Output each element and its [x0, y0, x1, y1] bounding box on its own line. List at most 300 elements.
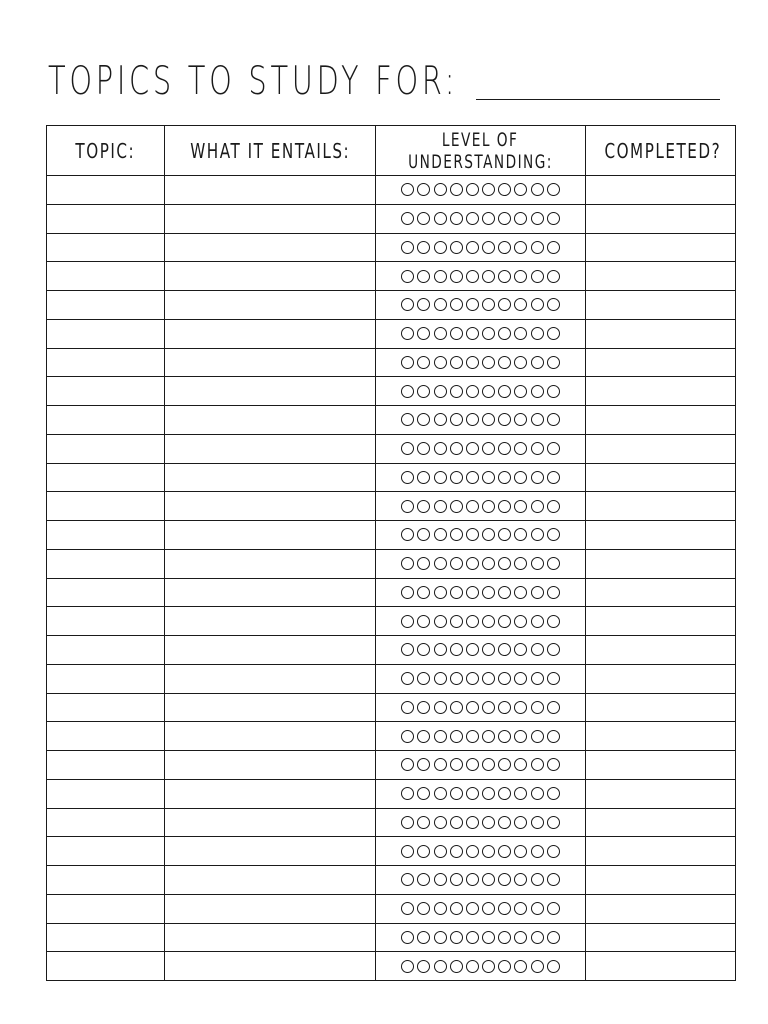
- rating-circle-icon[interactable]: [401, 672, 414, 685]
- rating-circle-icon[interactable]: [531, 643, 544, 656]
- rating-circle-icon[interactable]: [450, 413, 463, 426]
- rating-circle-icon[interactable]: [417, 787, 430, 800]
- rating-circle-icon[interactable]: [434, 816, 447, 829]
- topic-cell[interactable]: [47, 779, 165, 808]
- rating-circle-icon[interactable]: [498, 730, 511, 743]
- rating-circle-icon[interactable]: [466, 845, 479, 858]
- rating-circle-icon[interactable]: [417, 557, 430, 570]
- rating-circle-icon[interactable]: [466, 902, 479, 915]
- rating-circle-icon[interactable]: [434, 413, 447, 426]
- rating-circle-icon[interactable]: [514, 931, 527, 944]
- rating-circle-icon[interactable]: [466, 758, 479, 771]
- rating-circle-icon[interactable]: [498, 183, 511, 196]
- rating-circle-icon[interactable]: [417, 701, 430, 714]
- rating-circle-icon[interactable]: [466, 471, 479, 484]
- topic-cell[interactable]: [47, 722, 165, 751]
- rating-circle-icon[interactable]: [450, 327, 463, 340]
- rating-circle-icon[interactable]: [417, 816, 430, 829]
- topic-cell[interactable]: [47, 521, 165, 550]
- topic-cell[interactable]: [47, 751, 165, 780]
- rating-circle-icon[interactable]: [482, 413, 495, 426]
- rating-circle-icon[interactable]: [498, 816, 511, 829]
- rating-circle-icon[interactable]: [466, 730, 479, 743]
- rating-circle-icon[interactable]: [417, 270, 430, 283]
- rating-circle-icon[interactable]: [531, 557, 544, 570]
- title-blank-line[interactable]: [476, 99, 720, 100]
- rating-circle-icon[interactable]: [401, 960, 414, 973]
- rating-circle-icon[interactable]: [498, 701, 511, 714]
- rating-circle-icon[interactable]: [434, 327, 447, 340]
- completed-cell[interactable]: [586, 204, 736, 233]
- rating-circle-icon[interactable]: [450, 557, 463, 570]
- rating-circle-icon[interactable]: [401, 902, 414, 915]
- rating-circle-icon[interactable]: [466, 270, 479, 283]
- what-it-entails-cell[interactable]: [165, 722, 376, 751]
- topic-cell[interactable]: [47, 866, 165, 895]
- topic-cell[interactable]: [47, 492, 165, 521]
- rating-circle-icon[interactable]: [401, 931, 414, 944]
- rating-circle-icon[interactable]: [434, 758, 447, 771]
- rating-circle-icon[interactable]: [401, 183, 414, 196]
- rating-circle-icon[interactable]: [434, 270, 447, 283]
- rating-circle-icon[interactable]: [401, 643, 414, 656]
- rating-circle-icon[interactable]: [531, 873, 544, 886]
- rating-circle-icon[interactable]: [547, 528, 560, 541]
- what-it-entails-cell[interactable]: [165, 578, 376, 607]
- rating-circle-icon[interactable]: [401, 442, 414, 455]
- what-it-entails-cell[interactable]: [165, 664, 376, 693]
- rating-circle-icon[interactable]: [498, 413, 511, 426]
- topic-cell[interactable]: [47, 894, 165, 923]
- rating-circle-icon[interactable]: [434, 471, 447, 484]
- topic-cell[interactable]: [47, 377, 165, 406]
- rating-circle-icon[interactable]: [466, 787, 479, 800]
- rating-circle-icon[interactable]: [450, 615, 463, 628]
- rating-circle-icon[interactable]: [450, 241, 463, 254]
- completed-cell[interactable]: [586, 808, 736, 837]
- rating-circle-icon[interactable]: [450, 385, 463, 398]
- rating-circle-icon[interactable]: [498, 212, 511, 225]
- rating-circle-icon[interactable]: [482, 758, 495, 771]
- rating-circle-icon[interactable]: [401, 212, 414, 225]
- rating-circle-icon[interactable]: [482, 356, 495, 369]
- topic-cell[interactable]: [47, 291, 165, 320]
- rating-circle-icon[interactable]: [417, 586, 430, 599]
- rating-circle-icon[interactable]: [434, 902, 447, 915]
- rating-circle-icon[interactable]: [547, 615, 560, 628]
- rating-circle-icon[interactable]: [450, 298, 463, 311]
- rating-circle-icon[interactable]: [417, 615, 430, 628]
- rating-circle-icon[interactable]: [482, 385, 495, 398]
- rating-circle-icon[interactable]: [514, 816, 527, 829]
- what-it-entails-cell[interactable]: [165, 607, 376, 636]
- completed-cell[interactable]: [586, 894, 736, 923]
- rating-circle-icon[interactable]: [466, 298, 479, 311]
- rating-circle-icon[interactable]: [547, 816, 560, 829]
- topic-cell[interactable]: [47, 693, 165, 722]
- completed-cell[interactable]: [586, 549, 736, 578]
- completed-cell[interactable]: [586, 233, 736, 262]
- completed-cell[interactable]: [586, 578, 736, 607]
- rating-circle-icon[interactable]: [547, 356, 560, 369]
- what-it-entails-cell[interactable]: [165, 866, 376, 895]
- rating-circle-icon[interactable]: [531, 902, 544, 915]
- topic-cell[interactable]: [47, 664, 165, 693]
- rating-circle-icon[interactable]: [514, 413, 527, 426]
- rating-circle-icon[interactable]: [434, 701, 447, 714]
- rating-circle-icon[interactable]: [417, 960, 430, 973]
- rating-circle-icon[interactable]: [482, 586, 495, 599]
- rating-circle-icon[interactable]: [482, 183, 495, 196]
- completed-cell[interactable]: [586, 406, 736, 435]
- rating-circle-icon[interactable]: [482, 845, 495, 858]
- what-it-entails-cell[interactable]: [165, 262, 376, 291]
- rating-circle-icon[interactable]: [401, 241, 414, 254]
- completed-cell[interactable]: [586, 607, 736, 636]
- rating-circle-icon[interactable]: [547, 787, 560, 800]
- rating-circle-icon[interactable]: [514, 960, 527, 973]
- rating-circle-icon[interactable]: [434, 672, 447, 685]
- rating-circle-icon[interactable]: [450, 845, 463, 858]
- rating-circle-icon[interactable]: [531, 701, 544, 714]
- rating-circle-icon[interactable]: [531, 327, 544, 340]
- completed-cell[interactable]: [586, 636, 736, 665]
- rating-circle-icon[interactable]: [482, 730, 495, 743]
- rating-circle-icon[interactable]: [482, 241, 495, 254]
- rating-circle-icon[interactable]: [434, 931, 447, 944]
- rating-circle-icon[interactable]: [434, 356, 447, 369]
- what-it-entails-cell[interactable]: [165, 751, 376, 780]
- rating-circle-icon[interactable]: [547, 557, 560, 570]
- rating-circle-icon[interactable]: [401, 758, 414, 771]
- what-it-entails-cell[interactable]: [165, 779, 376, 808]
- rating-circle-icon[interactable]: [417, 500, 430, 513]
- completed-cell[interactable]: [586, 751, 736, 780]
- rating-circle-icon[interactable]: [531, 471, 544, 484]
- topic-cell[interactable]: [47, 549, 165, 578]
- rating-circle-icon[interactable]: [514, 758, 527, 771]
- rating-circle-icon[interactable]: [514, 586, 527, 599]
- rating-circle-icon[interactable]: [482, 643, 495, 656]
- rating-circle-icon[interactable]: [417, 471, 430, 484]
- completed-cell[interactable]: [586, 693, 736, 722]
- rating-circle-icon[interactable]: [547, 701, 560, 714]
- rating-circle-icon[interactable]: [498, 270, 511, 283]
- rating-circle-icon[interactable]: [417, 413, 430, 426]
- rating-circle-icon[interactable]: [401, 327, 414, 340]
- rating-circle-icon[interactable]: [466, 500, 479, 513]
- rating-circle-icon[interactable]: [450, 873, 463, 886]
- rating-circle-icon[interactable]: [450, 730, 463, 743]
- rating-circle-icon[interactable]: [482, 528, 495, 541]
- rating-circle-icon[interactable]: [466, 212, 479, 225]
- rating-circle-icon[interactable]: [498, 241, 511, 254]
- rating-circle-icon[interactable]: [466, 356, 479, 369]
- topic-cell[interactable]: [47, 319, 165, 348]
- topic-cell[interactable]: [47, 463, 165, 492]
- rating-circle-icon[interactable]: [498, 586, 511, 599]
- rating-circle-icon[interactable]: [482, 816, 495, 829]
- completed-cell[interactable]: [586, 664, 736, 693]
- rating-circle-icon[interactable]: [417, 643, 430, 656]
- rating-circle-icon[interactable]: [482, 615, 495, 628]
- rating-circle-icon[interactable]: [401, 270, 414, 283]
- rating-circle-icon[interactable]: [514, 902, 527, 915]
- rating-circle-icon[interactable]: [531, 183, 544, 196]
- rating-circle-icon[interactable]: [514, 212, 527, 225]
- rating-circle-icon[interactable]: [514, 385, 527, 398]
- rating-circle-icon[interactable]: [498, 960, 511, 973]
- what-it-entails-cell[interactable]: [165, 406, 376, 435]
- rating-circle-icon[interactable]: [401, 873, 414, 886]
- rating-circle-icon[interactable]: [466, 413, 479, 426]
- rating-circle-icon[interactable]: [531, 270, 544, 283]
- what-it-entails-cell[interactable]: [165, 549, 376, 578]
- rating-circle-icon[interactable]: [531, 241, 544, 254]
- rating-circle-icon[interactable]: [450, 787, 463, 800]
- completed-cell[interactable]: [586, 521, 736, 550]
- rating-circle-icon[interactable]: [466, 615, 479, 628]
- rating-circle-icon[interactable]: [531, 586, 544, 599]
- rating-circle-icon[interactable]: [401, 298, 414, 311]
- completed-cell[interactable]: [586, 319, 736, 348]
- rating-circle-icon[interactable]: [498, 787, 511, 800]
- rating-circle-icon[interactable]: [482, 960, 495, 973]
- rating-circle-icon[interactable]: [547, 758, 560, 771]
- rating-circle-icon[interactable]: [466, 960, 479, 973]
- rating-circle-icon[interactable]: [482, 471, 495, 484]
- rating-circle-icon[interactable]: [498, 500, 511, 513]
- rating-circle-icon[interactable]: [401, 816, 414, 829]
- rating-circle-icon[interactable]: [547, 960, 560, 973]
- topic-cell[interactable]: [47, 923, 165, 952]
- rating-circle-icon[interactable]: [531, 672, 544, 685]
- topic-cell[interactable]: [47, 233, 165, 262]
- rating-circle-icon[interactable]: [514, 873, 527, 886]
- rating-circle-icon[interactable]: [547, 327, 560, 340]
- rating-circle-icon[interactable]: [498, 758, 511, 771]
- rating-circle-icon[interactable]: [482, 902, 495, 915]
- rating-circle-icon[interactable]: [514, 557, 527, 570]
- rating-circle-icon[interactable]: [417, 873, 430, 886]
- completed-cell[interactable]: [586, 291, 736, 320]
- rating-circle-icon[interactable]: [514, 500, 527, 513]
- rating-circle-icon[interactable]: [531, 212, 544, 225]
- what-it-entails-cell[interactable]: [165, 636, 376, 665]
- rating-circle-icon[interactable]: [514, 730, 527, 743]
- rating-circle-icon[interactable]: [450, 960, 463, 973]
- rating-circle-icon[interactable]: [547, 212, 560, 225]
- rating-circle-icon[interactable]: [498, 385, 511, 398]
- rating-circle-icon[interactable]: [434, 615, 447, 628]
- rating-circle-icon[interactable]: [482, 557, 495, 570]
- rating-circle-icon[interactable]: [514, 672, 527, 685]
- rating-circle-icon[interactable]: [466, 672, 479, 685]
- rating-circle-icon[interactable]: [450, 586, 463, 599]
- what-it-entails-cell[interactable]: [165, 176, 376, 205]
- rating-circle-icon[interactable]: [466, 528, 479, 541]
- rating-circle-icon[interactable]: [514, 615, 527, 628]
- rating-circle-icon[interactable]: [417, 327, 430, 340]
- rating-circle-icon[interactable]: [466, 183, 479, 196]
- topic-cell[interactable]: [47, 636, 165, 665]
- topic-cell[interactable]: [47, 837, 165, 866]
- rating-circle-icon[interactable]: [498, 442, 511, 455]
- completed-cell[interactable]: [586, 262, 736, 291]
- rating-circle-icon[interactable]: [466, 327, 479, 340]
- topic-cell[interactable]: [47, 952, 165, 981]
- rating-circle-icon[interactable]: [466, 385, 479, 398]
- rating-circle-icon[interactable]: [514, 787, 527, 800]
- rating-circle-icon[interactable]: [434, 528, 447, 541]
- rating-circle-icon[interactable]: [434, 500, 447, 513]
- rating-circle-icon[interactable]: [531, 787, 544, 800]
- rating-circle-icon[interactable]: [514, 327, 527, 340]
- rating-circle-icon[interactable]: [450, 528, 463, 541]
- rating-circle-icon[interactable]: [514, 183, 527, 196]
- topic-cell[interactable]: [47, 578, 165, 607]
- rating-circle-icon[interactable]: [417, 241, 430, 254]
- what-it-entails-cell[interactable]: [165, 894, 376, 923]
- what-it-entails-cell[interactable]: [165, 434, 376, 463]
- rating-circle-icon[interactable]: [466, 643, 479, 656]
- rating-circle-icon[interactable]: [498, 672, 511, 685]
- rating-circle-icon[interactable]: [434, 241, 447, 254]
- rating-circle-icon[interactable]: [531, 758, 544, 771]
- rating-circle-icon[interactable]: [498, 557, 511, 570]
- rating-circle-icon[interactable]: [547, 471, 560, 484]
- rating-circle-icon[interactable]: [450, 758, 463, 771]
- completed-cell[interactable]: [586, 866, 736, 895]
- rating-circle-icon[interactable]: [498, 298, 511, 311]
- topic-cell[interactable]: [47, 406, 165, 435]
- completed-cell[interactable]: [586, 722, 736, 751]
- rating-circle-icon[interactable]: [401, 701, 414, 714]
- rating-circle-icon[interactable]: [531, 960, 544, 973]
- rating-circle-icon[interactable]: [450, 816, 463, 829]
- rating-circle-icon[interactable]: [450, 701, 463, 714]
- completed-cell[interactable]: [586, 779, 736, 808]
- rating-circle-icon[interactable]: [531, 730, 544, 743]
- topic-cell[interactable]: [47, 176, 165, 205]
- rating-circle-icon[interactable]: [482, 270, 495, 283]
- rating-circle-icon[interactable]: [450, 931, 463, 944]
- what-it-entails-cell[interactable]: [165, 204, 376, 233]
- rating-circle-icon[interactable]: [531, 816, 544, 829]
- rating-circle-icon[interactable]: [450, 212, 463, 225]
- rating-circle-icon[interactable]: [434, 643, 447, 656]
- rating-circle-icon[interactable]: [466, 557, 479, 570]
- rating-circle-icon[interactable]: [482, 931, 495, 944]
- rating-circle-icon[interactable]: [466, 873, 479, 886]
- rating-circle-icon[interactable]: [450, 356, 463, 369]
- completed-cell[interactable]: [586, 463, 736, 492]
- rating-circle-icon[interactable]: [514, 298, 527, 311]
- rating-circle-icon[interactable]: [434, 212, 447, 225]
- rating-circle-icon[interactable]: [498, 356, 511, 369]
- rating-circle-icon[interactable]: [498, 873, 511, 886]
- rating-circle-icon[interactable]: [547, 873, 560, 886]
- rating-circle-icon[interactable]: [450, 270, 463, 283]
- rating-circle-icon[interactable]: [466, 816, 479, 829]
- what-it-entails-cell[interactable]: [165, 693, 376, 722]
- completed-cell[interactable]: [586, 176, 736, 205]
- rating-circle-icon[interactable]: [434, 845, 447, 858]
- rating-circle-icon[interactable]: [547, 730, 560, 743]
- what-it-entails-cell[interactable]: [165, 808, 376, 837]
- rating-circle-icon[interactable]: [434, 298, 447, 311]
- rating-circle-icon[interactable]: [466, 701, 479, 714]
- rating-circle-icon[interactable]: [547, 672, 560, 685]
- rating-circle-icon[interactable]: [531, 356, 544, 369]
- what-it-entails-cell[interactable]: [165, 521, 376, 550]
- rating-circle-icon[interactable]: [514, 270, 527, 283]
- rating-circle-icon[interactable]: [417, 385, 430, 398]
- what-it-entails-cell[interactable]: [165, 492, 376, 521]
- rating-circle-icon[interactable]: [417, 183, 430, 196]
- rating-circle-icon[interactable]: [498, 845, 511, 858]
- rating-circle-icon[interactable]: [482, 212, 495, 225]
- rating-circle-icon[interactable]: [482, 298, 495, 311]
- rating-circle-icon[interactable]: [498, 528, 511, 541]
- rating-circle-icon[interactable]: [401, 730, 414, 743]
- completed-cell[interactable]: [586, 348, 736, 377]
- rating-circle-icon[interactable]: [482, 873, 495, 886]
- rating-circle-icon[interactable]: [547, 270, 560, 283]
- rating-circle-icon[interactable]: [514, 241, 527, 254]
- what-it-entails-cell[interactable]: [165, 233, 376, 262]
- what-it-entails-cell[interactable]: [165, 463, 376, 492]
- topic-cell[interactable]: [47, 808, 165, 837]
- rating-circle-icon[interactable]: [547, 643, 560, 656]
- what-it-entails-cell[interactable]: [165, 377, 376, 406]
- rating-circle-icon[interactable]: [417, 845, 430, 858]
- rating-circle-icon[interactable]: [547, 586, 560, 599]
- rating-circle-icon[interactable]: [401, 787, 414, 800]
- rating-circle-icon[interactable]: [401, 586, 414, 599]
- rating-circle-icon[interactable]: [434, 960, 447, 973]
- rating-circle-icon[interactable]: [417, 730, 430, 743]
- completed-cell[interactable]: [586, 377, 736, 406]
- completed-cell[interactable]: [586, 434, 736, 463]
- rating-circle-icon[interactable]: [450, 643, 463, 656]
- rating-circle-icon[interactable]: [498, 902, 511, 915]
- rating-circle-icon[interactable]: [401, 557, 414, 570]
- what-it-entails-cell[interactable]: [165, 837, 376, 866]
- rating-circle-icon[interactable]: [498, 327, 511, 340]
- completed-cell[interactable]: [586, 952, 736, 981]
- rating-circle-icon[interactable]: [482, 327, 495, 340]
- what-it-entails-cell[interactable]: [165, 923, 376, 952]
- rating-circle-icon[interactable]: [482, 442, 495, 455]
- rating-circle-icon[interactable]: [514, 442, 527, 455]
- rating-circle-icon[interactable]: [547, 845, 560, 858]
- rating-circle-icon[interactable]: [514, 701, 527, 714]
- completed-cell[interactable]: [586, 837, 736, 866]
- rating-circle-icon[interactable]: [531, 413, 544, 426]
- what-it-entails-cell[interactable]: [165, 319, 376, 348]
- what-it-entails-cell[interactable]: [165, 348, 376, 377]
- rating-circle-icon[interactable]: [514, 845, 527, 858]
- rating-circle-icon[interactable]: [401, 528, 414, 541]
- rating-circle-icon[interactable]: [466, 442, 479, 455]
- rating-circle-icon[interactable]: [466, 586, 479, 599]
- rating-circle-icon[interactable]: [450, 183, 463, 196]
- what-it-entails-cell[interactable]: [165, 291, 376, 320]
- rating-circle-icon[interactable]: [450, 902, 463, 915]
- rating-circle-icon[interactable]: [434, 442, 447, 455]
- rating-circle-icon[interactable]: [531, 385, 544, 398]
